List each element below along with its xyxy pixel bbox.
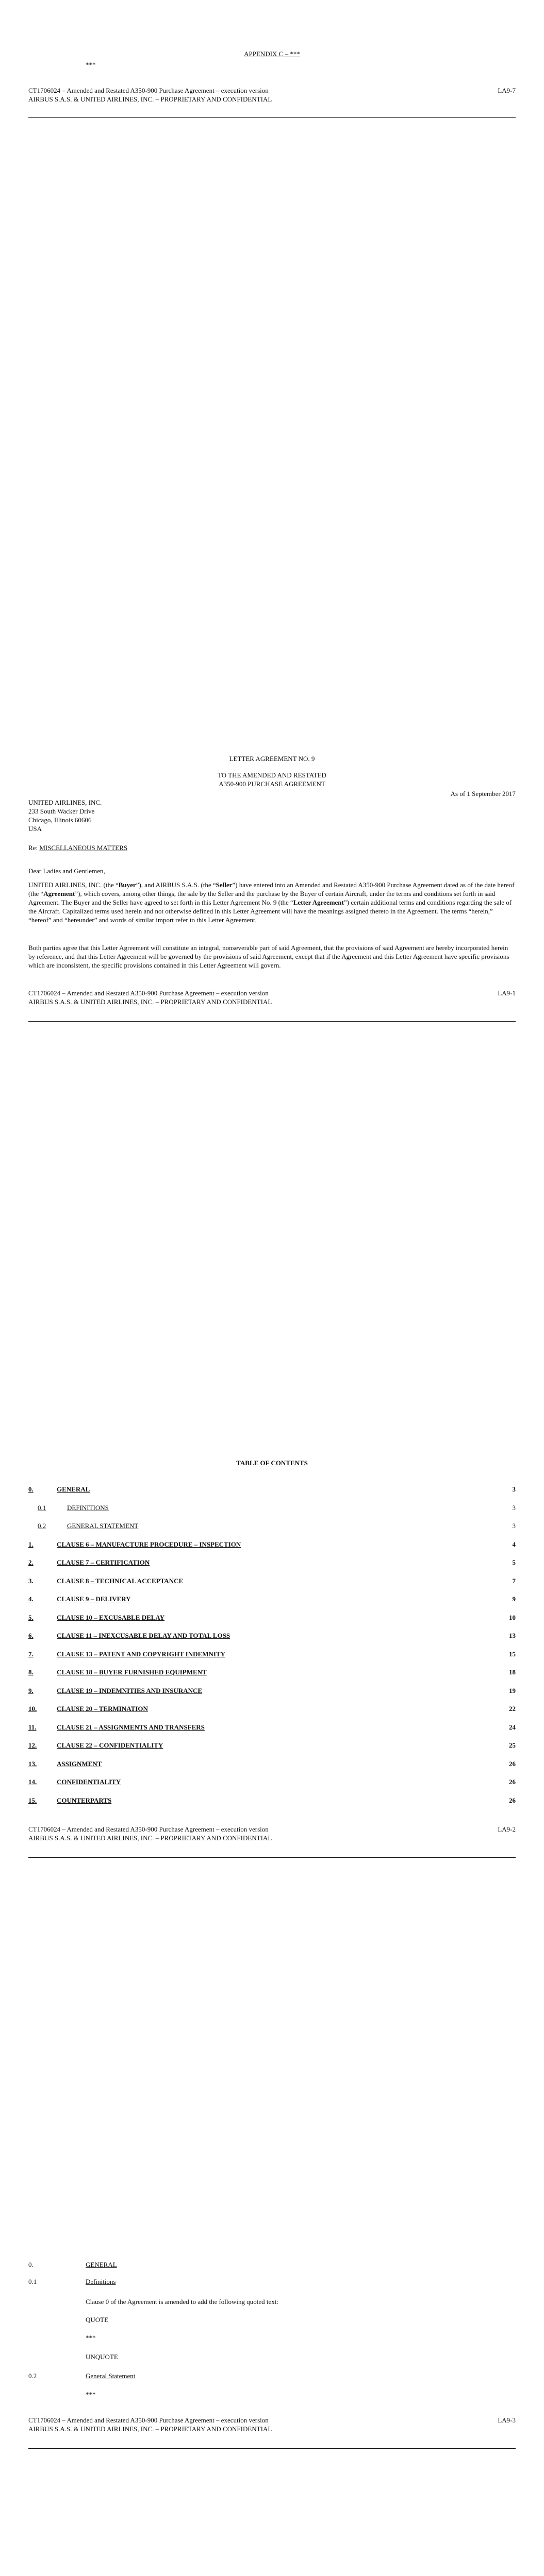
toc-entry[interactable] (28, 1522, 516, 1531)
toc-entry-number: 6. (28, 1632, 34, 1639)
toc-entry-number: 0. (28, 1485, 34, 1493)
toc-entry[interactable] (28, 1540, 516, 1549)
letter-title: LETTER AGREEMENT NO. 9 (229, 755, 315, 762)
toc-entry[interactable] (28, 1760, 516, 1769)
page-divider (28, 117, 516, 118)
toc-entry-number: 3. (28, 1577, 34, 1585)
salutation: Dear Ladies and Gentlemen, (28, 867, 105, 875)
page-footer-1 (28, 87, 516, 104)
toc-entry-title: ASSIGNMENT (57, 1760, 102, 1768)
recipient-address (28, 799, 102, 834)
address-line: USA (28, 824, 42, 833)
toc-entry-title: CLAUSE 20 – TERMINATION (57, 1705, 148, 1713)
toc-entry-page: 3 (512, 1522, 516, 1530)
page-number: LA9-2 (498, 1825, 516, 1833)
toc-entry[interactable] (28, 1485, 516, 1494)
address-line: Chicago, Illinois 60606 (28, 816, 92, 824)
toc-entry[interactable] (28, 1632, 516, 1640)
toc-entry-page: 5 (512, 1558, 516, 1566)
toc-entry[interactable] (28, 1650, 516, 1659)
toc-entry-number: 0.2 (38, 1522, 46, 1530)
page-divider (28, 2448, 516, 2449)
letter-paragraph-1 (28, 881, 516, 924)
address-line: 233 South Wacker Drive (28, 807, 95, 815)
footer-confidential: AIRBUS S.A.S. & UNITED AIRLINES, INC. – PROPRIETARY AND CONFIDENTIAL (28, 1834, 272, 1842)
toc-entry-title: CLAUSE 7 – CERTIFICATION (57, 1558, 150, 1566)
toc-entry-title: CLAUSE 8 – TECHNICAL ACCEPTANCE (57, 1577, 184, 1585)
letter-date: As of 1 September 2017 (450, 790, 516, 798)
text-run: ”), which covers, among other things, the sale by the Seller and the purchase by the Buyer of certain Aircraft, under the terms and conditions set forth in said Agreement. The Buyer and the Seller have agreed to set forth in this Letter Agreement No. 9 (the “ (28, 889, 496, 906)
text-run: ”) certain additional terms and conditions regarding the sale of the Aircraft. Capitalized terms used herein and not otherwise defined in this Letter Agreement will have the meanings assigned thereto in the Agreement. The terms “herein,” “hereof” and “hereunder” and words of similar import refer to this Letter Agreement. (28, 898, 512, 924)
toc-entry-page: 24 (509, 1723, 516, 1731)
toc-entry-page: 18 (509, 1668, 516, 1676)
address-line: UNITED AIRLINES, INC. (28, 799, 102, 806)
toc-entry[interactable] (28, 1614, 516, 1622)
toc-entry-title: CLAUSE 13 – PATENT AND COPYRIGHT INDEMNITY (57, 1650, 225, 1658)
re-subject: MISCELLANEOUS MATTERS (39, 844, 128, 852)
redacted-stars: *** (86, 2334, 96, 2342)
toc-entry-page: 7 (512, 1577, 516, 1585)
quote-marker: QUOTE (86, 2316, 109, 2324)
toc-entry-page: 25 (509, 1741, 516, 1749)
defined-term: Seller (216, 881, 233, 889)
toc-entry[interactable] (28, 1595, 516, 1604)
toc-entry-number: 10. (28, 1705, 37, 1713)
toc-entry-page: 4 (512, 1540, 516, 1548)
page-number: LA9-7 (498, 87, 516, 94)
toc-entry[interactable] (28, 1577, 516, 1586)
letter-paragraph-2: Both parties agree that this Letter Agreement will constitute an integral, nonseverable part of said Agreement, that the provisions of said Agreement are hereby incorporated herein by reference, and that this Letter Agreement will be governed by the provisions of said Agreement, except that if the Agreement and this Letter Agreement have specific provisions which are inconsistent, the specific provisions contained in this Letter Agreement will govern. (28, 944, 509, 969)
page-footer-2 (28, 989, 516, 1007)
toc-entry-page: 10 (509, 1614, 516, 1621)
section-0-1-number: 0.1 (28, 2278, 37, 2285)
toc-entry-title: CLAUSE 18 – BUYER FURNISHED EQUIPMENT (57, 1668, 207, 1676)
footer-doc-id: CT1706024 – Amended and Restated A350-900 Purchase Agreement – execution version (28, 989, 269, 997)
toc-entry-page: 22 (509, 1705, 516, 1713)
toc-entry-page: 26 (509, 1778, 516, 1786)
defined-term: Buyer (118, 881, 136, 889)
toc-entry-title: GENERAL STATEMENT (67, 1522, 139, 1530)
footer-doc-id: CT1706024 – Amended and Restated A350-900 Purchase Agreement – execution version (28, 1825, 269, 1833)
toc-entry-title: CLAUSE 10 – EXCUSABLE DELAY (57, 1614, 165, 1621)
toc-entry-page: 26 (509, 1797, 516, 1804)
toc-entry[interactable] (28, 1741, 516, 1750)
toc-entry-number: 15. (28, 1797, 37, 1804)
text-run: UNITED AIRLINES, INC. (the “ (28, 881, 119, 889)
re-label: Re: (28, 844, 40, 852)
toc-entry-number: 5. (28, 1614, 34, 1621)
section-0-title: GENERAL (86, 2261, 117, 2268)
toc-entry[interactable] (28, 1797, 516, 1805)
toc-entry[interactable] (28, 1668, 516, 1677)
toc-entry-title: CLAUSE 11 – INEXCUSABLE DELAY AND TOTAL LOSS (57, 1632, 230, 1639)
toc-entry-page: 3 (512, 1485, 516, 1493)
toc-entry-number: 1. (28, 1540, 34, 1548)
toc-entry-title: CLAUSE 22 – CONFIDENTIALITY (57, 1741, 163, 1749)
toc-entry-page: 26 (509, 1760, 516, 1768)
toc-heading (0, 1459, 544, 1468)
footer-confidential: AIRBUS S.A.S. & UNITED AIRLINES, INC. – PROPRIETARY AND CONFIDENTIAL (28, 2425, 272, 2433)
toc-entry-number: 2. (28, 1558, 34, 1566)
toc-entry-number: 12. (28, 1741, 37, 1749)
toc-entry[interactable] (28, 1723, 516, 1732)
toc-entry-title: CLAUSE 19 – INDEMNITIES AND INSURANCE (57, 1687, 203, 1694)
toc-entry-page: 15 (509, 1650, 516, 1658)
letter-subtitle-1: TO THE AMENDED AND RESTATED (218, 771, 326, 779)
re-line (28, 844, 127, 853)
toc-entry-title: CONFIDENTIALITY (57, 1778, 121, 1786)
section-0-1-text: Clause 0 of the Agreement is amended to add the following quoted text: (86, 2298, 279, 2306)
page-divider (28, 1021, 516, 1022)
toc-entry[interactable] (28, 1687, 516, 1696)
defined-term: Agreement (43, 889, 75, 897)
page-number: LA9-1 (498, 989, 516, 997)
toc-entry-page: 9 (512, 1595, 516, 1603)
toc-entry[interactable] (28, 1705, 516, 1714)
section-0-2-number: 0.2 (28, 2372, 37, 2380)
toc-entry[interactable] (28, 1504, 516, 1513)
footer-confidential: AIRBUS S.A.S. & UNITED AIRLINES, INC. – PROPRIETARY AND CONFIDENTIAL (28, 997, 272, 1006)
footer-doc-id: CT1706024 – Amended and Restated A350-900 Purchase Agreement – execution version (28, 87, 269, 94)
toc-entry-page: 3 (512, 1504, 516, 1512)
toc-entry-title: DEFINITIONS (67, 1504, 109, 1512)
section-0-1-title: Definitions (86, 2278, 116, 2285)
toc-entry-title: CLAUSE 9 – DELIVERY (57, 1595, 131, 1603)
letter-subtitle-2: A350-900 PURCHASE AGREEMENT (219, 780, 325, 788)
toc-entry-title: COUNTERPARTS (57, 1797, 112, 1804)
text-run: ”) have entered into an Amended and Restated A350-900 Purchase Agreement dated as of the date hereof (the “ (28, 881, 515, 897)
defined-term: Letter Agreement (293, 898, 344, 906)
toc-entry[interactable] (28, 1778, 516, 1787)
text-run: ”), and AIRBUS S.A.S. (the “ (136, 881, 216, 889)
page-footer-4 (28, 2416, 516, 2434)
toc-entry-number: 9. (28, 1687, 34, 1694)
page-footer-3 (28, 1825, 516, 1843)
footer-doc-id: CT1706024 – Amended and Restated A350-900 Purchase Agreement – execution version (28, 2416, 269, 2424)
toc-entry-number: 0.1 (38, 1504, 46, 1512)
toc-entry-page: 13 (509, 1632, 516, 1639)
toc-heading-text: TABLE OF CONTENTS (236, 1459, 308, 1467)
toc-entry-number: 14. (28, 1778, 37, 1786)
toc-entry-number: 8. (28, 1668, 34, 1676)
toc-entry-title: GENERAL (57, 1485, 90, 1493)
toc-entry-page: 19 (509, 1687, 516, 1694)
section-0-2-title: General Statement (86, 2372, 136, 2380)
section-0-number: 0. (28, 2261, 34, 2268)
toc-entry-number: 13. (28, 1760, 37, 1768)
toc-entry[interactable] (28, 1558, 516, 1567)
page-divider (28, 1857, 516, 1858)
footer-confidential: AIRBUS S.A.S. & UNITED AIRLINES, INC. – PROPRIETARY AND CONFIDENTIAL (28, 95, 272, 103)
appendix-stars: *** (86, 61, 96, 69)
redacted-stars: *** (86, 2391, 96, 2398)
toc-entry-title: CLAUSE 21 – ASSIGNMENTS AND TRANSFERS (57, 1723, 205, 1731)
unquote-marker: UNQUOTE (86, 2353, 118, 2361)
toc-entry-number: 4. (28, 1595, 34, 1603)
toc-entry-number: 7. (28, 1650, 34, 1658)
appendix-title: APPENDIX C – *** (244, 50, 300, 58)
toc-entry-title: CLAUSE 6 – MANUFACTURE PROCEDURE – INSPECTION (57, 1540, 241, 1548)
toc-entry-number: 11. (28, 1723, 37, 1731)
page-number: LA9-3 (498, 2416, 516, 2424)
